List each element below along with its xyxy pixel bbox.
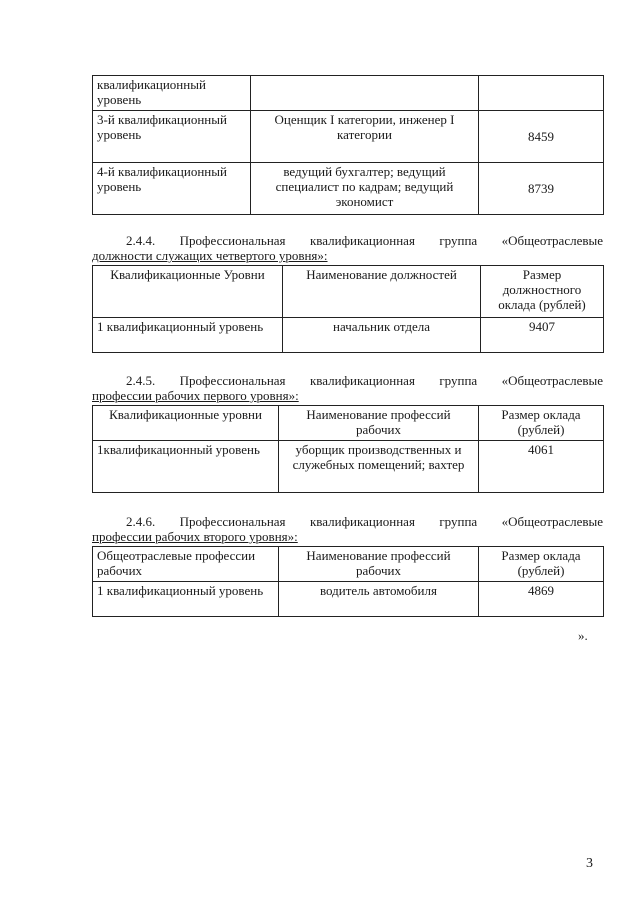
- table-row: [93, 582, 604, 617]
- salary-cell: 9407: [481, 318, 604, 353]
- level-cell: квалификационный уровень: [93, 76, 251, 111]
- table-row: [93, 441, 604, 493]
- table-245: [92, 405, 604, 493]
- section-245-heading: 2.4.5. Профессиональная квалификационная группа «Общеотраслевые профессии рабочих первого уровня»:: [92, 373, 603, 403]
- positions-cell: начальник отдела: [283, 318, 481, 353]
- section-246-heading: 2.4.6. Профессиональная квалификационная группа «Общеотраслевые профессии рабочих второго уровня»:: [92, 514, 603, 544]
- table-row: [93, 163, 604, 215]
- level-cell: 1 квалификационный уровень: [93, 582, 279, 617]
- salary-cell: 8739: [479, 163, 604, 215]
- positions-cell: водитель автомобиля: [279, 582, 479, 617]
- table-row: [93, 318, 604, 353]
- column-header: Квалификационные уровни: [93, 406, 279, 441]
- column-header: Размер оклада (рублей): [479, 406, 604, 441]
- column-header: Наименование профессий рабочих: [279, 406, 479, 441]
- positions-cell: [251, 76, 479, 111]
- level-cell: 4-й квалификационный уровень: [93, 163, 251, 215]
- table-header-row: [93, 266, 604, 318]
- positions-cell: ведущий бухгалтер; ведущий специалист по кадрам; ведущий экономист: [251, 163, 479, 215]
- closing-quote: ».: [578, 628, 588, 643]
- level-cell: 1квалификационный уровень: [93, 441, 279, 493]
- positions-cell: уборщик производственных и служебных помещений; вахтер: [279, 441, 479, 493]
- table-header-row: [93, 406, 604, 441]
- salary-cell: 8459: [479, 111, 604, 163]
- column-header: Размер оклада (рублей): [479, 547, 604, 582]
- column-header: Квалификационные Уровни: [93, 266, 283, 318]
- table-header-row: [93, 547, 604, 582]
- column-header: Наименование профессий рабочих: [279, 547, 479, 582]
- salary-cell: [479, 76, 604, 111]
- page-number: 3: [586, 856, 593, 871]
- table-row: [93, 76, 604, 111]
- table-row: [93, 111, 604, 163]
- section-244-heading: 2.4.4. Профессиональная квалификационная группа «Общеотраслевые должности служащих четвертого уровня»:: [92, 233, 603, 263]
- column-header: Наименование должностей: [283, 266, 481, 318]
- table-246: [92, 546, 604, 617]
- positions-cell: Оценщик I категории, инженер I категории: [251, 111, 479, 163]
- salary-cell: 4869: [479, 582, 604, 617]
- salary-cell: 4061: [479, 441, 604, 493]
- column-header: Размер должностного оклада (рублей): [481, 266, 604, 318]
- level-cell: 1 квалификационный уровень: [93, 318, 283, 353]
- table-continued: [92, 75, 604, 215]
- table-244: [92, 265, 604, 353]
- level-cell: 3-й квалификационный уровень: [93, 111, 251, 163]
- column-header: Общеотраслевые профессии рабочих: [93, 547, 279, 582]
